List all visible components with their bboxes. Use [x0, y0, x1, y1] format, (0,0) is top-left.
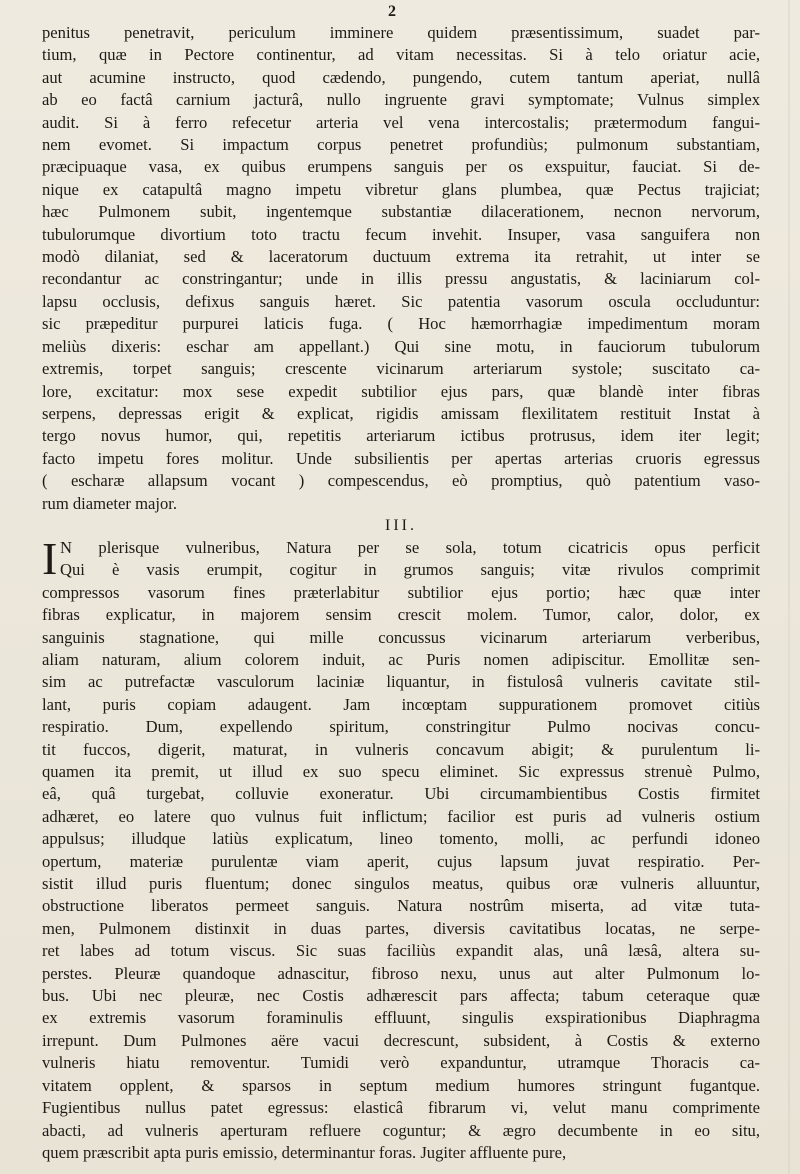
- text-line: abacti, ad vulneris aperturam refluere coguntur; & ægro decumbente in eo situ,: [42, 1120, 760, 1140]
- text-line: lore, excitatur: mox sese expedit subtilior ejus pars, quæ blandè inter fibras: [42, 381, 760, 401]
- text-line: quamen ita premit, ut illud ex suo specu eliminet. Sic expressus strenuè Pulmo,: [42, 762, 760, 781]
- text-line: modò dilaniat, sed & laceratorum ductuum extrema ita retrahit, ut inter se: [42, 247, 760, 267]
- text-line: audit. Si à ferro refecetur arteria vel vena intercostalis; prætermodum fangui-: [42, 112, 760, 132]
- text-line: meliùs dixeris: eschar am appellant.) Qui sine motu, in fauciorum tubulorum: [42, 336, 760, 356]
- text-line: serpens, depressas erigit & explicat, rigidis amissam flexilitatem restituit Instat à: [42, 403, 760, 423]
- text-line: ret labes ad totum viscus. Sic suas faciliùs expandit alas, unâ læsâ, altera su-: [42, 941, 760, 961]
- text-line: vulneris hiatu removentur. Tumidi verò expanduntur, utramque Thoracis ca-: [42, 1053, 760, 1073]
- text-line: ex extremis vasorum foraminulis effluunt, singulis exspirationibus Diaphragma: [42, 1008, 760, 1028]
- text-line: penitus penetravit, periculum imminere quidem præsentissimum, suadet par-: [42, 23, 760, 42]
- text-line: extremis, torpet sanguis; crescente vicinarum arteriarum systole; suscitato ca-: [42, 359, 760, 379]
- text-line: lant, puris copiam adaugent. Jam incœptam suppurationem promovet citiùs: [42, 694, 760, 714]
- text-line: lapsu occlusis, defixus sanguis hæret. Sic patentia vasorum oscula occluduntur:: [42, 291, 760, 311]
- text-line: tergo novus humor, qui, repetitis arteriarum ictibus protrusus, idem iter legit;: [42, 426, 760, 446]
- text-line: tium, quæ in Pectore continentur, ad vitam necessitas. Si à telo oriatur acie,: [42, 45, 760, 65]
- text-line: irrepunt. Dum Pulmones aëre vacui decrescunt, subsident, à Costis & externo: [42, 1030, 760, 1050]
- text-line: tit fuccos, digerit, maturat, in vulneris concavum abigit; & purulentum li-: [42, 739, 760, 759]
- text-line: rum diameter major.: [42, 493, 178, 513]
- text-line: sanguinis stagnatione, qui mille concussus vicinarum arteriarum verberibus,: [42, 627, 760, 647]
- page-number: 2: [388, 3, 396, 20]
- text-line: bus. Ubi nec pleuræ, nec Costis adhærescit pars affecta; tabum ceteraque quæ: [42, 986, 760, 1006]
- section-heading: III.: [385, 516, 417, 534]
- text-line: vitatem opplent, & sparsos in septum medium humores stringunt fugantque.: [42, 1075, 760, 1095]
- text-line: aut acumine instructo, quod cædendo, pungendo, cutem tantum aperiat, nullâ: [42, 67, 760, 87]
- text-line: hæc Pulmonem subit, ingentemque substantiæ dilacerationem, necnon nervorum,: [42, 202, 760, 222]
- text-line: ab eo factâ carnium jacturâ, nullo ingruente gravi symptomate; Vulnus simplex: [42, 90, 760, 110]
- text-line: tubulorumque divortium toto tractu fecum invehit. Insuper, vasa sanguifera non: [42, 224, 760, 244]
- text-line: nem evomet. Si impactum corpus penetret profundiùs; pulmonum substantiam,: [42, 135, 760, 155]
- text-line: recondantur ac constringantur; unde in illis pressu angustatis, & laciniarum col-: [42, 269, 760, 289]
- text-line: obstructione liberatos permeet sanguis. Natura nostrûm miserta, ad vitæ tuta-: [42, 896, 760, 916]
- text-line: quem præscribit apta puris emissio, determinantur foras. Jugiter affluente pure,: [42, 1142, 567, 1162]
- paragraph-1: [42, 22, 760, 515]
- text-line: perstes. Pleuræ quandoque adnascitur, fibroso nexu, unus aut alter Pulmonum lo-: [42, 963, 760, 983]
- text-line: nique ex catapultâ magno impetu vibretur glans plumbea, quæ Pectus trajiciat;: [42, 179, 760, 199]
- page-edge-shadow: [788, 0, 790, 1174]
- text-line: men, Pulmonem distinxit in duas partes, diversis cavitatibus locatas, ne serpe-: [42, 918, 760, 938]
- text-line: eâ, quâ turgebat, colluvie exoneratur. Ubi circumambientibus Costis firmitet: [42, 784, 760, 804]
- text-line: adhæret, eo latere quo vulnus fuit inflictum; facilior est puris ad vulneris ostium: [42, 806, 760, 826]
- text-line: appulsus; illudque latiùs explicatum, lineo tomento, molli, ac perfundi idoneo: [42, 829, 760, 849]
- text-line: Qui è vasis erumpit, cogitur in grumos sanguis; vitæ rivulos comprimit: [60, 560, 760, 580]
- text-line: ( escharæ allapsum vocant ) compescendus, eò promptius, quò patentium vaso-: [42, 471, 760, 491]
- text-line: N plerisque vulneribus, Natura per se sola, totum cicatricis opus perficit: [60, 537, 760, 557]
- paragraph-2: [42, 532, 760, 1164]
- text-line: opertum, materiæ purulentæ viam aperit, cujus lapsum juvat respiratio. Per-: [42, 851, 760, 871]
- text-line: fibras explicatur, in majorem sensim crescit molem. Tumor, calor, dolor, ex: [42, 605, 760, 625]
- drop-cap: I: [42, 532, 58, 584]
- text-line: respiratio. Dum, expellendo spiritum, constringitur Pulmo nocivas concu-: [42, 717, 760, 737]
- text-line: aliam naturam, alium colorem induit, ac Puris nomen adipiscitur. Emollitæ sen-: [42, 649, 760, 669]
- text-line: sistit illud puris fluentum; donec singulos meatus, quibus oræ vulneris alluuntur,: [42, 874, 760, 894]
- text-line: sic præpeditur purpurei laticis fuga. ( Hoc hæmorrhagiæ impedimentum moram: [42, 314, 760, 334]
- text-line: facto impetu fores molitur. Unde subsilientis per apertas arterias cruoris egressus: [42, 448, 760, 468]
- text-line: præcipuaque vasa, ex quibus erumpens sanguis per os exspuitur, fauciat. Si de-: [42, 157, 760, 177]
- text-line: sim ac putrefactæ vasculorum laciniæ liquantur, in fistulosâ vulneris cavitate stil-: [42, 672, 760, 692]
- text-line: compressos vasorum fines præterlabitur subtilior ejus portio; hæc quæ inter: [42, 582, 760, 602]
- text-line: Fugientibus nullus patet egressus: elasticâ fibrarum vi, velut manu comprimente: [42, 1098, 760, 1118]
